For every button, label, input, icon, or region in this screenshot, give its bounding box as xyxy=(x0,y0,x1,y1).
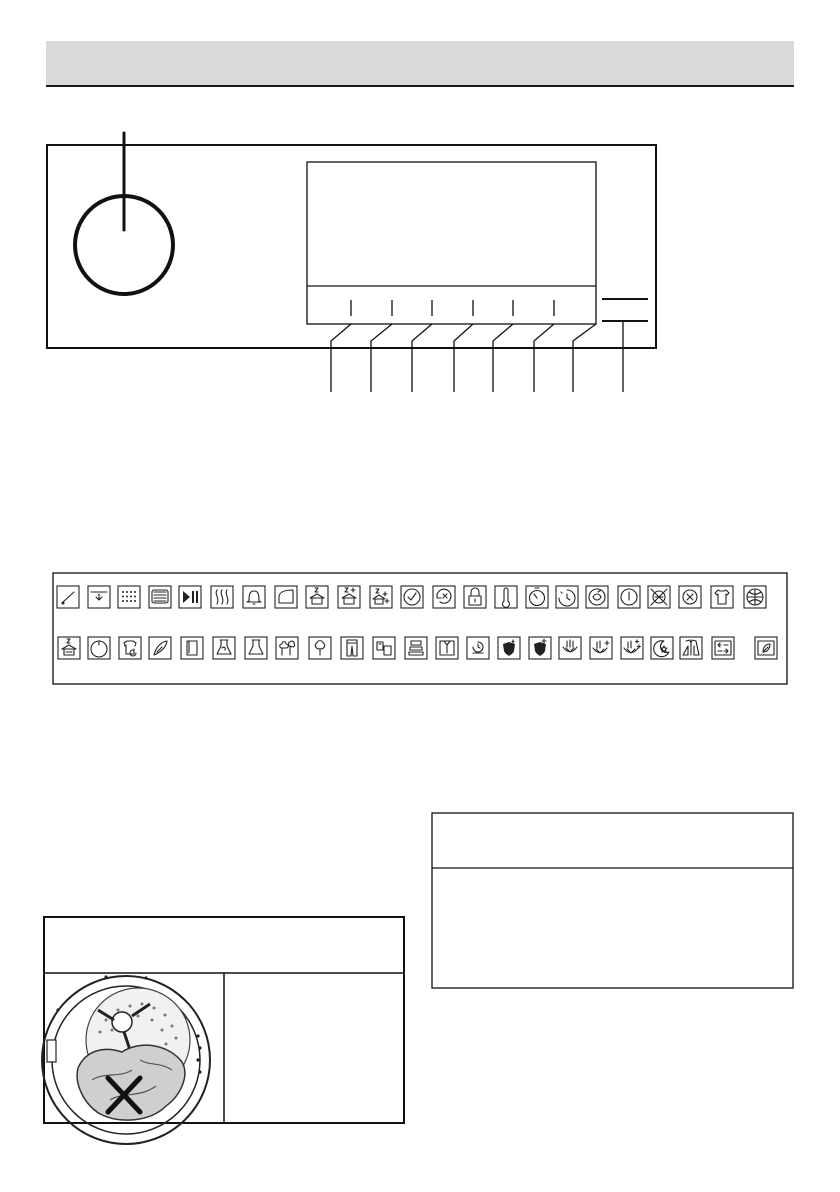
start-pause-icon xyxy=(179,586,201,608)
quick-icon xyxy=(467,637,489,659)
check-circle-icon xyxy=(401,586,423,608)
duvet-icon xyxy=(712,637,734,659)
jacket-icon xyxy=(680,637,702,659)
tank-filter-icon xyxy=(88,586,110,608)
symbol-row-2 xyxy=(58,637,777,659)
mixed-icon xyxy=(373,637,395,659)
control-panel-frame xyxy=(47,145,656,348)
jeans-icon xyxy=(341,637,363,659)
cotton-leaf-icon xyxy=(276,637,298,659)
flask-leaf-icon xyxy=(213,637,235,659)
info-box-frame xyxy=(432,813,793,988)
filter-icon xyxy=(149,586,171,608)
shirt-icon xyxy=(711,586,733,608)
control-panel xyxy=(47,133,656,392)
towel-icon xyxy=(181,637,203,659)
night-icon xyxy=(651,637,673,659)
anti-crease-icon xyxy=(586,586,608,608)
hanger-2-plus-plus-icon xyxy=(370,586,392,608)
no-spin-icon xyxy=(679,586,701,608)
iron-icon xyxy=(275,586,297,608)
symbol-row-1 xyxy=(57,586,766,608)
shield-plus-icon xyxy=(529,637,551,659)
hanger-2-icon xyxy=(306,586,328,608)
info-box xyxy=(432,813,793,988)
dry-level-icon xyxy=(559,637,581,659)
clock-knob-icon xyxy=(88,637,110,659)
ball-icon xyxy=(744,586,766,608)
steam-icon xyxy=(211,586,233,608)
bell-icon xyxy=(243,586,265,608)
dotted-grid-icon xyxy=(118,586,140,608)
eco-icon xyxy=(755,637,777,659)
shirt-box-icon xyxy=(436,637,458,659)
warning-box xyxy=(42,917,404,1144)
power-icon xyxy=(618,586,640,608)
callout-lines xyxy=(331,321,623,392)
lock-icon xyxy=(464,586,486,608)
cotton-icon xyxy=(309,637,331,659)
display-screen xyxy=(307,162,596,324)
refresh-circle-icon xyxy=(433,586,455,608)
dryer-drum-illustration xyxy=(42,975,210,1144)
timer-icon xyxy=(526,586,548,608)
dry-level-plus-plus-icon xyxy=(621,637,643,659)
thermometer-icon xyxy=(495,586,517,608)
shield-icon xyxy=(498,637,520,659)
hanger-2-plus-icon xyxy=(338,586,360,608)
flask-icon xyxy=(245,637,267,659)
no-wool-icon xyxy=(648,586,670,608)
hose-icon xyxy=(57,586,79,608)
shirt-refresh-icon xyxy=(119,637,141,659)
feather-icon xyxy=(149,637,171,659)
hanger-small-icon xyxy=(58,637,80,659)
stack-icon xyxy=(405,637,427,659)
button-ticks xyxy=(351,300,554,316)
delay-clock-icon xyxy=(556,586,578,608)
dry-level-plus-icon xyxy=(590,637,612,659)
symbol-strip xyxy=(53,573,787,684)
